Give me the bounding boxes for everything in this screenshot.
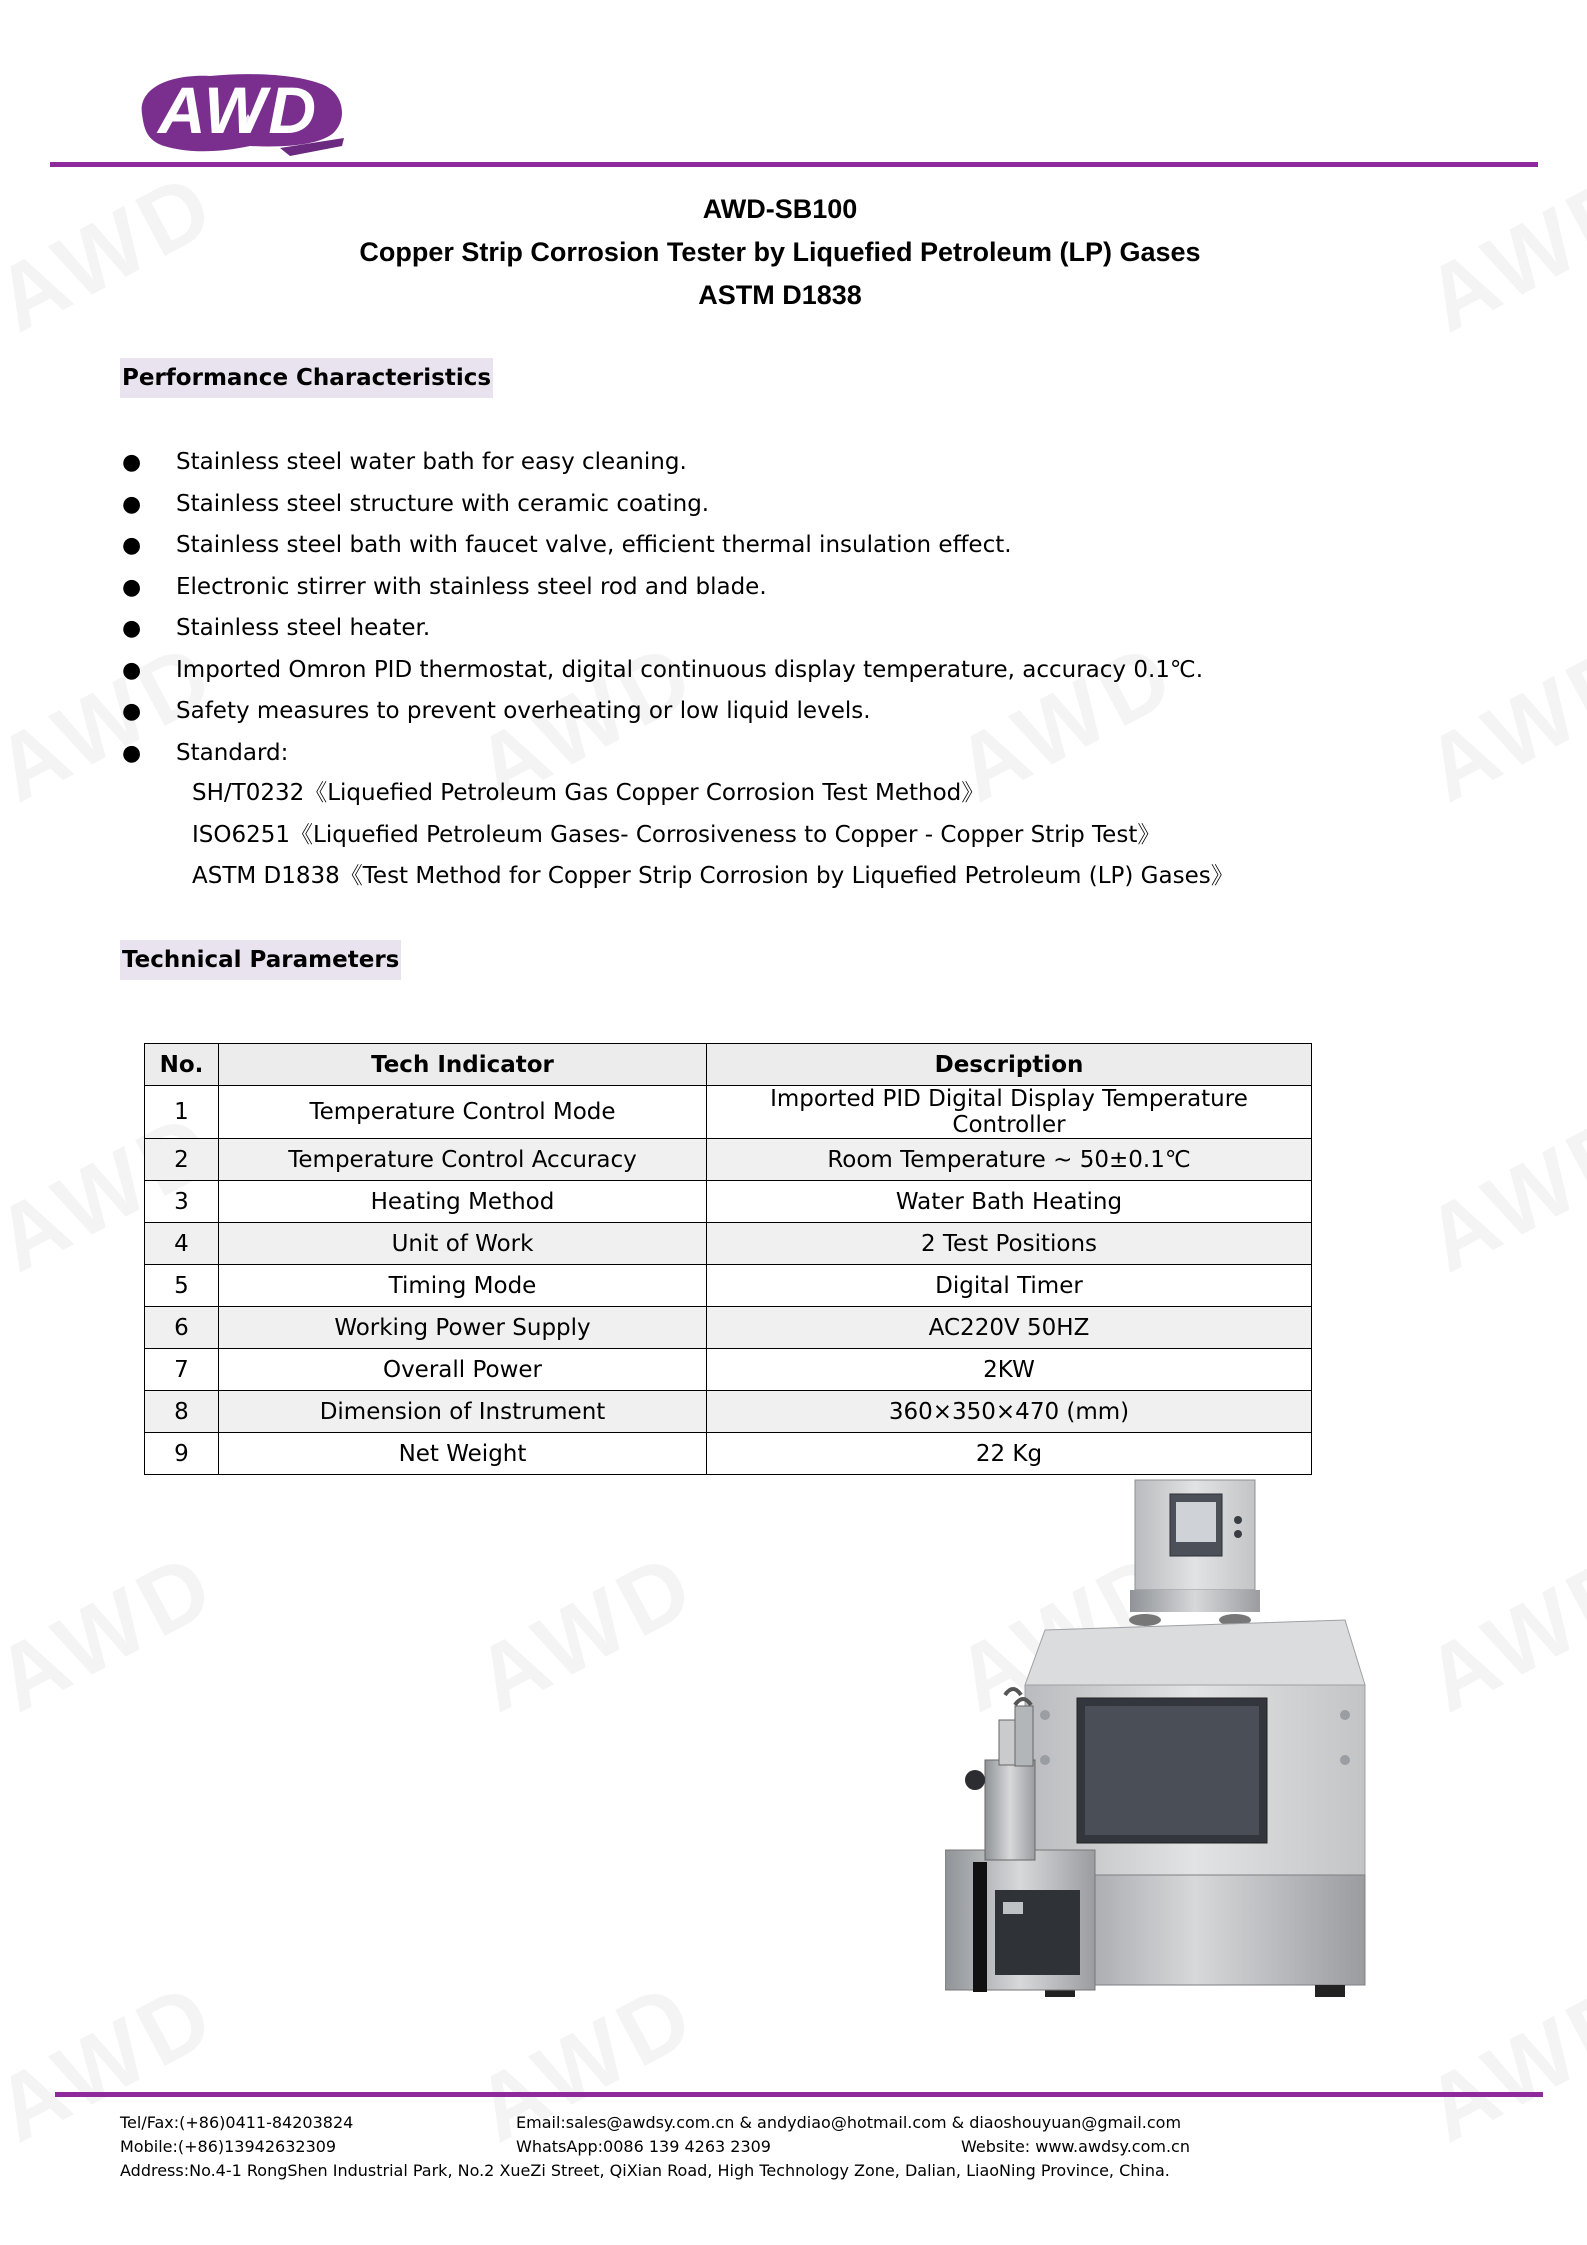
row-description: Imported PID Digital Display Temperature Controller: [707, 1086, 1312, 1139]
row-indicator: Dimension of Instrument: [219, 1391, 707, 1433]
parameters-table: [144, 1043, 1312, 1475]
document-title-block: [0, 188, 1560, 317]
footer: [120, 2111, 1540, 2183]
table-row: [145, 1391, 1312, 1433]
row-indicator: Overall Power: [219, 1349, 707, 1391]
footer-website[interactable]: Website: www.awdsy.com.cn: [961, 2137, 1190, 2156]
row-indicator: Net Weight: [219, 1433, 707, 1475]
watermark: [459, 1532, 714, 1734]
logo-text: AWD: [158, 73, 318, 147]
company-logo: [130, 68, 350, 156]
footer-tel: Tel/Fax:(+86)0411-84203824: [120, 2113, 354, 2132]
table-row: [145, 1433, 1312, 1475]
list-item: ● Imported Omron PID thermostat, digital continuous display temperature, accuracy 0.1℃.: [120, 650, 1440, 692]
column-header-no: No.: [145, 1044, 219, 1086]
row-number: 7: [145, 1349, 219, 1391]
instrument-illustration: [945, 1470, 1415, 2040]
watermark: [1409, 1532, 1587, 1734]
watermark: [1409, 1092, 1587, 1294]
row-indicator: Temperature Control Accuracy: [219, 1139, 707, 1181]
bullet-icon: ●: [122, 450, 142, 475]
row-description: AC220V 50HZ: [707, 1307, 1312, 1349]
row-number: 5: [145, 1265, 219, 1307]
technical-heading: Technical Parameters: [120, 940, 401, 980]
list-item: ● Stainless steel structure with ceramic coating.: [120, 484, 1440, 526]
row-description: 2 Test Positions: [707, 1223, 1312, 1265]
bullet-icon: ●: [122, 699, 142, 724]
row-indicator: Temperature Control Mode: [219, 1086, 707, 1139]
row-description: Room Temperature ~ 50±0.1℃: [707, 1139, 1312, 1181]
table-row: [145, 1139, 1312, 1181]
column-header-indicator: Tech Indicator: [219, 1044, 707, 1086]
bullet-icon: ●: [122, 574, 142, 600]
footer-mobile: Mobile:(+86)13942632309: [120, 2137, 337, 2156]
list-item: ● Stainless steel bath with faucet valve, efficient thermal insulation effect.: [120, 525, 1440, 567]
performance-heading: Performance Characteristics: [120, 358, 493, 398]
row-description: 360×350×470 (mm): [707, 1391, 1312, 1433]
row-number: 8: [145, 1391, 219, 1433]
standards-list: [192, 773, 1234, 898]
performance-list: [120, 442, 1440, 774]
row-description: 22 Kg: [707, 1433, 1312, 1475]
list-item: ● Stainless steel water bath for easy cleaning.: [120, 442, 1440, 484]
row-description: Water Bath Heating: [707, 1181, 1312, 1223]
product-photo: [945, 1470, 1415, 2040]
table-row: [145, 1181, 1312, 1223]
standard-item: ASTM D1838《Test Method for Copper Strip Corrosion by Liquefied Petroleum (LP) Gases》: [192, 863, 1234, 889]
product-title: Copper Strip Corrosion Tester by Liquefied Petroleum (LP) Gases: [359, 237, 1201, 267]
bullet-icon: ●: [122, 491, 142, 517]
list-item: ● Safety measures to prevent overheating or low liquid levels.: [120, 691, 1440, 733]
column-header-description: Description: [707, 1044, 1312, 1086]
row-indicator: Working Power Supply: [219, 1307, 707, 1349]
table-row: [145, 1307, 1312, 1349]
watermark: [0, 1532, 234, 1734]
table-row: [145, 1086, 1312, 1139]
row-indicator: Unit of Work: [219, 1223, 707, 1265]
row-number: 4: [145, 1223, 219, 1265]
row-description: 2KW: [707, 1349, 1312, 1391]
bullet-icon: ●: [122, 657, 142, 683]
row-number: 6: [145, 1307, 219, 1349]
list-item: ● Electronic stirrer with stainless steel rod and blade.: [120, 567, 1440, 609]
row-number: 3: [145, 1181, 219, 1223]
footer-rule: [55, 2092, 1543, 2097]
table-row: [145, 1223, 1312, 1265]
row-description: Digital Timer: [707, 1265, 1312, 1307]
standard-title: ASTM D1838: [698, 280, 862, 310]
row-number: 1: [145, 1086, 219, 1139]
row-indicator: Heating Method: [219, 1181, 707, 1223]
standard-item: ISO6251《Liquefied Petroleum Gases- Corrosiveness to Copper - Copper Strip Test》: [192, 821, 1161, 848]
row-indicator: Timing Mode: [219, 1265, 707, 1307]
standard-item: SH/T0232《Liquefied Petroleum Gas Copper Corrosion Test Method》: [192, 780, 985, 806]
header-rule: [50, 162, 1538, 167]
footer-email[interactable]: Email:sales@awdsy.com.cn & andydiao@hotmail.com & diaoshouyuan@gmail.com: [516, 2113, 1182, 2132]
model-title: AWD-SB100: [702, 194, 858, 224]
footer-address: Address:No.4-1 RongShen Industrial Park, No.2 XueZi Street, QiXian Road, High Technology Zone, Dalian, LiaoNing Province, China.: [120, 2161, 1170, 2180]
bullet-icon: ●: [122, 740, 142, 766]
list-item: ● Stainless steel heater.: [120, 608, 1440, 650]
table-row: [145, 1349, 1312, 1391]
bullet-icon: ●: [122, 533, 142, 558]
bullet-icon: ●: [122, 616, 142, 641]
row-number: 2: [145, 1139, 219, 1181]
table-row: [145, 1265, 1312, 1307]
list-item: ● Standard:: [120, 733, 1440, 775]
table-header-row: [145, 1044, 1312, 1086]
row-number: 9: [145, 1433, 219, 1475]
footer-whatsapp: WhatsApp:0086 139 4263 2309: [516, 2137, 771, 2156]
